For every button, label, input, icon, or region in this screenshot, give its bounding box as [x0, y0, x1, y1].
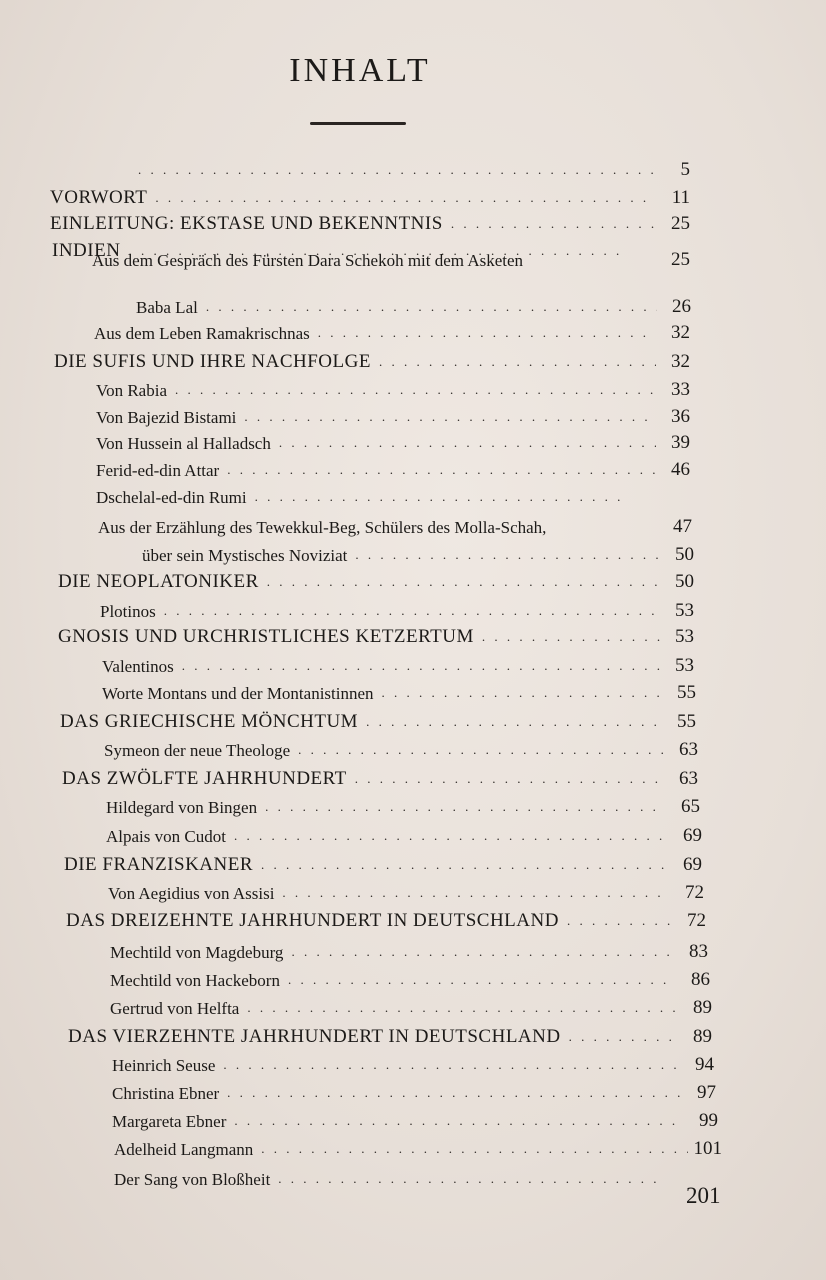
toc-row: Christina Ebner . . . 97	[112, 1078, 716, 1104]
toc-row: Aus dem Leben Ramakrischnas . . . 32	[94, 318, 690, 344]
toc-row: Gertrud von Helfta . . . 89	[110, 993, 712, 1019]
toc-row: VORWORT . . . 11	[50, 183, 690, 209]
toc-row: Heinrich Seuse . . . 94	[112, 1050, 714, 1076]
page-number: 201	[686, 1183, 721, 1208]
toc-row: Adelheid Langmann . . . 101	[114, 1134, 722, 1160]
toc-row: Hildegard von Bingen . . . 65	[106, 792, 700, 818]
toc-row: Ferid-ed-din Attar . . . 46	[96, 455, 690, 481]
toc-row: Valentinos . . . 53	[102, 651, 694, 677]
toc-row: DIE NEOPLATONIKER . . . 50	[58, 567, 694, 593]
toc-row: Margareta Ebner . . . 99	[112, 1106, 718, 1132]
toc-row: DIE FRANZISKANER . . . 69	[64, 850, 702, 876]
toc-row: DAS DREIZEHNTE JAHRHUNDERT IN DEUTSCHLAND . . . 72	[66, 906, 706, 932]
toc-row: Von Aegidius von Assisi . . . 72	[108, 878, 704, 904]
toc-row: DIE SUFIS UND IHRE NACHFOLGE . . . 32	[54, 347, 690, 373]
toc-row: Dschelal-ed-din Rumi . . .	[96, 482, 662, 508]
toc-row: Mechtild von Magdeburg . . . 83	[110, 937, 708, 963]
toc-row: Symeon der neue Theologe . . . 63	[104, 735, 698, 761]
toc-row: GNOSIS UND URCHRISTLICHES KETZERTUM . . . 53	[58, 622, 694, 648]
toc-row: Alpais von Cudot . . . 69	[106, 821, 702, 847]
toc-row: DAS GRIECHISCHE MÖNCHTUM . . . 55	[60, 707, 696, 733]
toc-row: Von Bajezid Bistami . . . 36	[96, 402, 690, 428]
toc-row: INDIEN . . .	[52, 236, 662, 262]
toc-row: Baba Lal . . . 26	[136, 292, 691, 318]
toc-row: Worte Montans und der Montanistinnen . . . 55	[102, 678, 696, 704]
toc-row: DAS ZWÖLFTE JAHRHUNDERT . . . 63	[62, 764, 698, 790]
toc-row: DAS VIERZEHNTE JAHRHUNDERT IN DEUTSCHLAND . . . 89	[68, 1022, 712, 1048]
toc-row: . . . 5	[130, 155, 690, 181]
toc-row: über sein Mystisches Noviziat . . . 50	[142, 540, 694, 566]
toc-row: EINLEITUNG: EKSTASE UND BEKENNTNIS . . . 25	[50, 209, 690, 235]
toc-row: Aus dem Gespräch des Fürsten Dara Schekoh mit dem Asketen 25	[92, 249, 690, 270]
page-title: INHALT	[289, 52, 431, 89]
toc-row: Von Rabia . . . 33	[96, 375, 690, 401]
toc-row: Aus der Erzählung des Tewekkul-Beg, Schülers des Molla-Schah, 47	[98, 516, 692, 537]
toc-row: Plotinos . . . 53	[100, 596, 694, 622]
toc-row: Von Hussein al Halladsch . . . 39	[96, 428, 690, 454]
toc-row: Der Sang von Bloßheit . . .	[114, 1164, 694, 1190]
toc-row: Mechtild von Hackeborn . . . 86	[110, 965, 710, 991]
